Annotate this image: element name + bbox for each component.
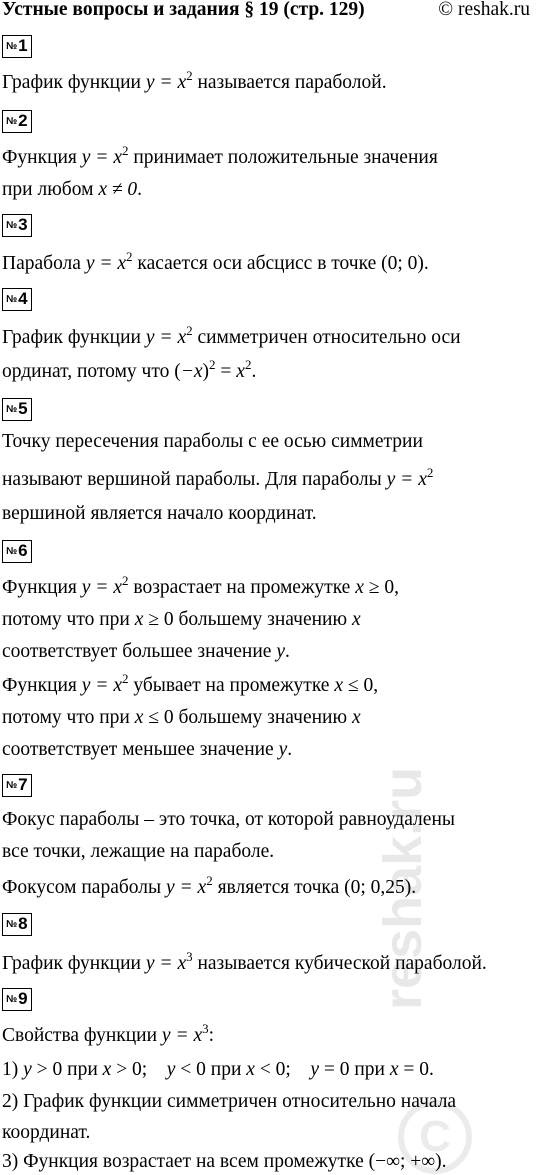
- answer-3-line: Парабола $y = x^2$ касается оси абсцисс в точке (0; 0).: [2, 249, 429, 274]
- answer-6-line-3: соответствует большее значение y.: [2, 641, 290, 662]
- answer-6-line-5: потому что при x ≤ 0 большему значению x: [2, 707, 361, 728]
- page-title: Устные вопросы и задания § 19 (стр. 129): [2, 0, 365, 20]
- answer-7-line-2: все точки, лежащие на параболе.: [2, 841, 275, 862]
- task-number-1: №1: [2, 35, 32, 58]
- task-number-8: №8: [2, 913, 32, 936]
- answer-6-line-2: потому что при x ≥ 0 большему значению x: [2, 609, 361, 630]
- answer-9-line-2: 1) y > 0 при x > 0; y < 0 при x < 0; y = 0 при x = 0.: [2, 1059, 434, 1080]
- task-number-6: №6: [2, 540, 32, 563]
- answer-5-line-3: вершиной является начало координат.: [2, 503, 317, 524]
- answer-7-line-3: Фокусом параболы $y = x^2$ является точка (0; 0,25).: [2, 873, 417, 898]
- task-number-7: №7: [2, 774, 32, 797]
- task-number-9: №9: [2, 988, 32, 1011]
- task-number-3: №3: [2, 214, 32, 237]
- answer-7-line-1: Фокус параболы – это точка, от которой равноудалены: [2, 809, 455, 830]
- answer-9-line-3: 2) График функции симметричен относительно начала: [2, 1091, 457, 1112]
- answer-6-line-1: Функция $y = x^2$ возрастает на промежутке x ≥ 0,: [2, 573, 399, 598]
- answer-5-line-2: называют вершиной параболы. Для параболы $y = x^2$: [2, 465, 434, 490]
- answer-4-line-2: ординат, потому что $(-x)^2 = x^2$.: [2, 357, 257, 382]
- watermark-copyright-icon: C: [398, 1100, 472, 1174]
- task-number-5: №5: [2, 398, 32, 421]
- answer-1-line: График функции $y = x^2$ называется параболой.: [2, 68, 387, 93]
- answer-5-line-1: Точку пересечения параболы с ее осью симметрии: [2, 431, 423, 452]
- task-number-4: №4: [2, 288, 32, 311]
- watermark-text: reshak.ru: [373, 766, 433, 1010]
- answer-8-line: График функции $y = x^3$ называется кубической параболой.: [2, 949, 487, 974]
- site-credit: © reshak.ru: [438, 0, 530, 20]
- task-number-2: №2: [2, 110, 32, 133]
- answer-2-line-1: Функция $y = x^2$ принимает положительные значения: [2, 143, 438, 168]
- answer-9-line-4: координат.: [2, 1122, 91, 1143]
- page-header: [0, 0, 538, 24]
- answer-4-line-1: График функции $y = x^2$ симметричен относительно оси: [2, 323, 461, 348]
- answer-9-line-5: 3) Функция возрастает на всем промежутке (−∞; +∞).: [2, 1151, 447, 1172]
- answer-6-line-4: Функция $y = x^2$ убывает на промежутке x ≤ 0,: [2, 671, 379, 696]
- answer-6-line-6: соответствует меньшее значение y.: [2, 739, 293, 760]
- answer-2-line-2: при любом x ≠ 0.: [2, 179, 143, 200]
- answer-9-line-1: Свойства функции $y = x^3$:: [2, 1021, 215, 1046]
